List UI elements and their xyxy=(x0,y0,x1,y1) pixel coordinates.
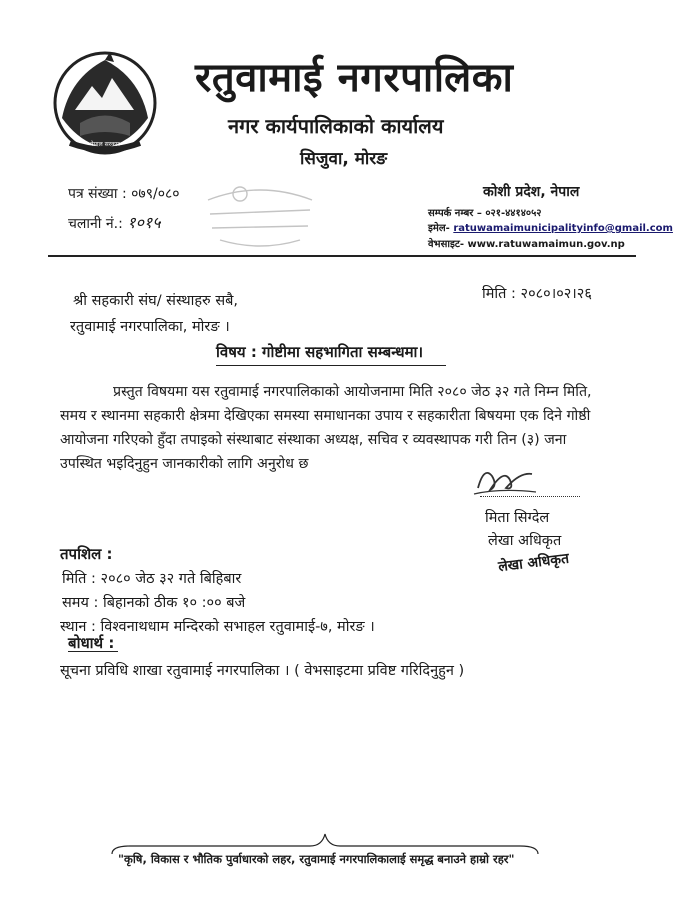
letter-date: मिति : २०८०।०२।२६ xyxy=(482,286,592,302)
office-subtitle: नगर कार्यपालिकाको कार्यालय xyxy=(228,114,444,138)
paragraph-line-3: आयोजना गरिएको हुँदा तपाइको संस्थाबाट संस्थाका अध्यक्ष, सचिव र व्यवस्थापक गरी तिन (३) जना xyxy=(60,432,567,448)
letter-subject: विषय : गोष्टीमा सहभागिता सम्बन्धमा। xyxy=(216,343,424,361)
details-heading: तपशिल : xyxy=(60,545,113,563)
dispatch-number-label: चलानी नं.: xyxy=(68,216,123,232)
info-heading: बोधार्थ : xyxy=(68,634,115,652)
website-line[interactable]: वेभसाइट- www.ratuwamaimun.gov.np xyxy=(428,239,625,250)
subject-underline xyxy=(216,365,446,366)
office-stamp-icon xyxy=(200,180,320,252)
municipality-title: रतुवामाई नगरपालिका xyxy=(195,55,514,101)
recipient-line-2: रतुवामाई नगरपालिका, मोरङ । xyxy=(70,319,230,335)
office-location: सिजुवा, मोरङ xyxy=(300,149,388,169)
info-heading-underline xyxy=(68,651,118,652)
details-place: स्थान : विश्वनाथधाम मन्दिरको सभाहल रतुवामाई-७, मोरङ । xyxy=(60,619,375,635)
emblem-caption: नेपाल सरकार xyxy=(90,141,120,148)
signatory-name: मिता सिग्देल xyxy=(485,510,550,526)
paragraph-line-4: उपस्थित भइदिनुहुन जानकारीको लागि अनुरोध छ xyxy=(60,456,309,472)
signatory-designation: लेखा अधिकृत xyxy=(488,533,562,549)
paragraph-line-1: प्रस्तुत विषयमा यस रतुवामाई नगरपालिकाको आयोजनामा मिति २०८० जेठ ३२ गते निम्न मिति, xyxy=(113,384,592,400)
dispatch-number xyxy=(68,211,161,233)
signature-scribble-icon xyxy=(470,462,540,498)
details-time: समय : बिहानको ठीक १० :०० बजे xyxy=(62,595,246,611)
email-label: इमेल- xyxy=(428,223,454,234)
signature-line xyxy=(480,496,580,497)
paragraph-line-2: समय र स्थानमा सहकारी क्षेत्रमा देखिएका समस्या समाधानका उपाय र सहकारीता बिषयमा एक दिने गोष्ठी xyxy=(60,408,591,424)
info-line: सूचना प्रविधि शाखा रतुवामाई नगरपालिका । ( वेभसाइटमा प्रविष्ट गरिदिनुहुन ) xyxy=(60,663,465,679)
letter-number: पत्र संख्या : ०७९/०८० xyxy=(68,186,180,202)
header-divider xyxy=(48,255,636,257)
email-line xyxy=(428,220,673,234)
designation-stamp: लेखा अधिकृत xyxy=(497,550,570,576)
province-name: कोशी प्रदेश, नेपाल xyxy=(483,184,580,200)
recipient-line-1: श्री सहकारी संघ/ संस्थाहरु सबै, xyxy=(73,293,239,309)
details-date: मिति : २०८० जेठ ३२ गते बिहिबार xyxy=(62,571,242,587)
email-address[interactable]: ratuwamaimunicipalityinfo@gmail.com xyxy=(453,223,673,234)
footer-motto: "कृषि, विकास र भौतिक पुर्वाधारको लहर, रतुवामाई नगरपालिकालाई समृद्ध बनाउने हाम्रो रहर" xyxy=(118,852,515,866)
dispatch-number-value: १०१५ xyxy=(127,213,161,232)
contact-number: सम्पर्क नम्बर – ०२१-४४१४०५२ xyxy=(428,208,542,219)
nepal-emblem-icon xyxy=(50,48,160,158)
